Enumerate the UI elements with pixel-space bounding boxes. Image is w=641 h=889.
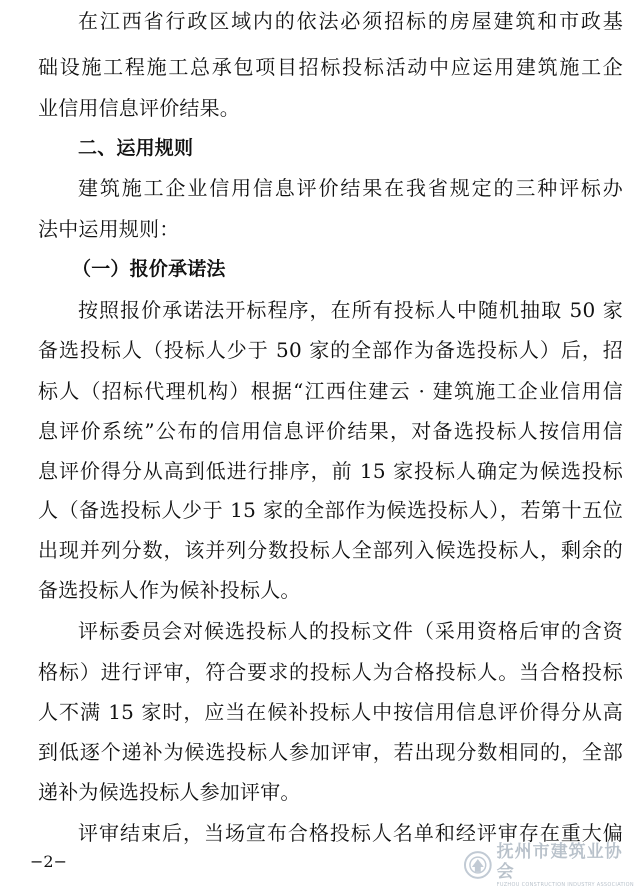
paragraph-line: 按照报价承诺法开标程序，在所有投标人中随机抽取 50 家 bbox=[78, 298, 623, 322]
paragraph-line: 备选投标人（投标人少于 50 家的全部作为备选投标人）后，招 bbox=[38, 338, 623, 362]
paragraph-line: 法中运用规则： bbox=[38, 217, 180, 241]
paragraph-line: 人（备选投标人少于 15 家的全部作为候选投标人），若第十五位 bbox=[38, 498, 623, 522]
watermark-subtitle: FUZHOU CONSTRUCTION INDUSTRY ASSOCIATION bbox=[496, 881, 634, 888]
paragraph-line: 建筑施工企业信用信息评价结果在我省规定的三种评标办 bbox=[78, 176, 623, 200]
watermark-title: 抚州市建筑业协会 bbox=[496, 841, 623, 882]
paragraph-line: 格标）进行评审，符合要求的投标人为合格投标人。当合格投标 bbox=[38, 660, 623, 684]
paragraph-line: 标人（招标代理机构）根据“江西住建云 · 建筑施工企业信用信 bbox=[38, 379, 623, 403]
paragraph-line: 息评价得分从高到低进行排序，前 15 家投标人确定为候选投标 bbox=[38, 459, 623, 483]
association-logo-icon bbox=[463, 850, 493, 880]
paragraph-line: 评审结束后，当场宣布合格投标人名单和经评审存在重大偏 bbox=[78, 821, 623, 845]
paragraph-line: 到低逐个递补为候选投标人参加评审，若出现分数相同的，全部 bbox=[38, 740, 623, 764]
subsection-heading: （一）报价承诺法 bbox=[72, 258, 226, 280]
paragraph-line: 息评价系统”公布的信用信息评价结果，对备选投标人按信用信 bbox=[38, 419, 623, 443]
page-number: −2− bbox=[30, 852, 67, 871]
paragraph-line: 评标委员会对候选投标人的投标文件（采用资格后审的含资 bbox=[78, 619, 623, 643]
paragraph-line: 出现并列分数，该并列分数投标人全部列入候选投标人，剩余的 bbox=[38, 538, 623, 562]
section-heading: 二、运用规则 bbox=[78, 137, 194, 159]
paragraph-line: 备选投标人作为候补投标人。 bbox=[38, 578, 301, 602]
paragraph-line: 递补为候选投标人参加评审。 bbox=[38, 780, 301, 804]
paragraph-line: 础设施工程施工总承包项目招标投标活动中应运用建筑施工企 bbox=[38, 55, 623, 79]
paragraph-line: 业信用信息评价结果。 bbox=[38, 96, 240, 120]
paragraph-line: 人不满 15 家时，应当在候补投标人中按信用信息评价得分从高 bbox=[38, 700, 623, 724]
paragraph-line: 在江西省行政区域内的依法必须招标的房屋建筑和市政基 bbox=[78, 9, 623, 33]
watermark bbox=[463, 841, 639, 888]
